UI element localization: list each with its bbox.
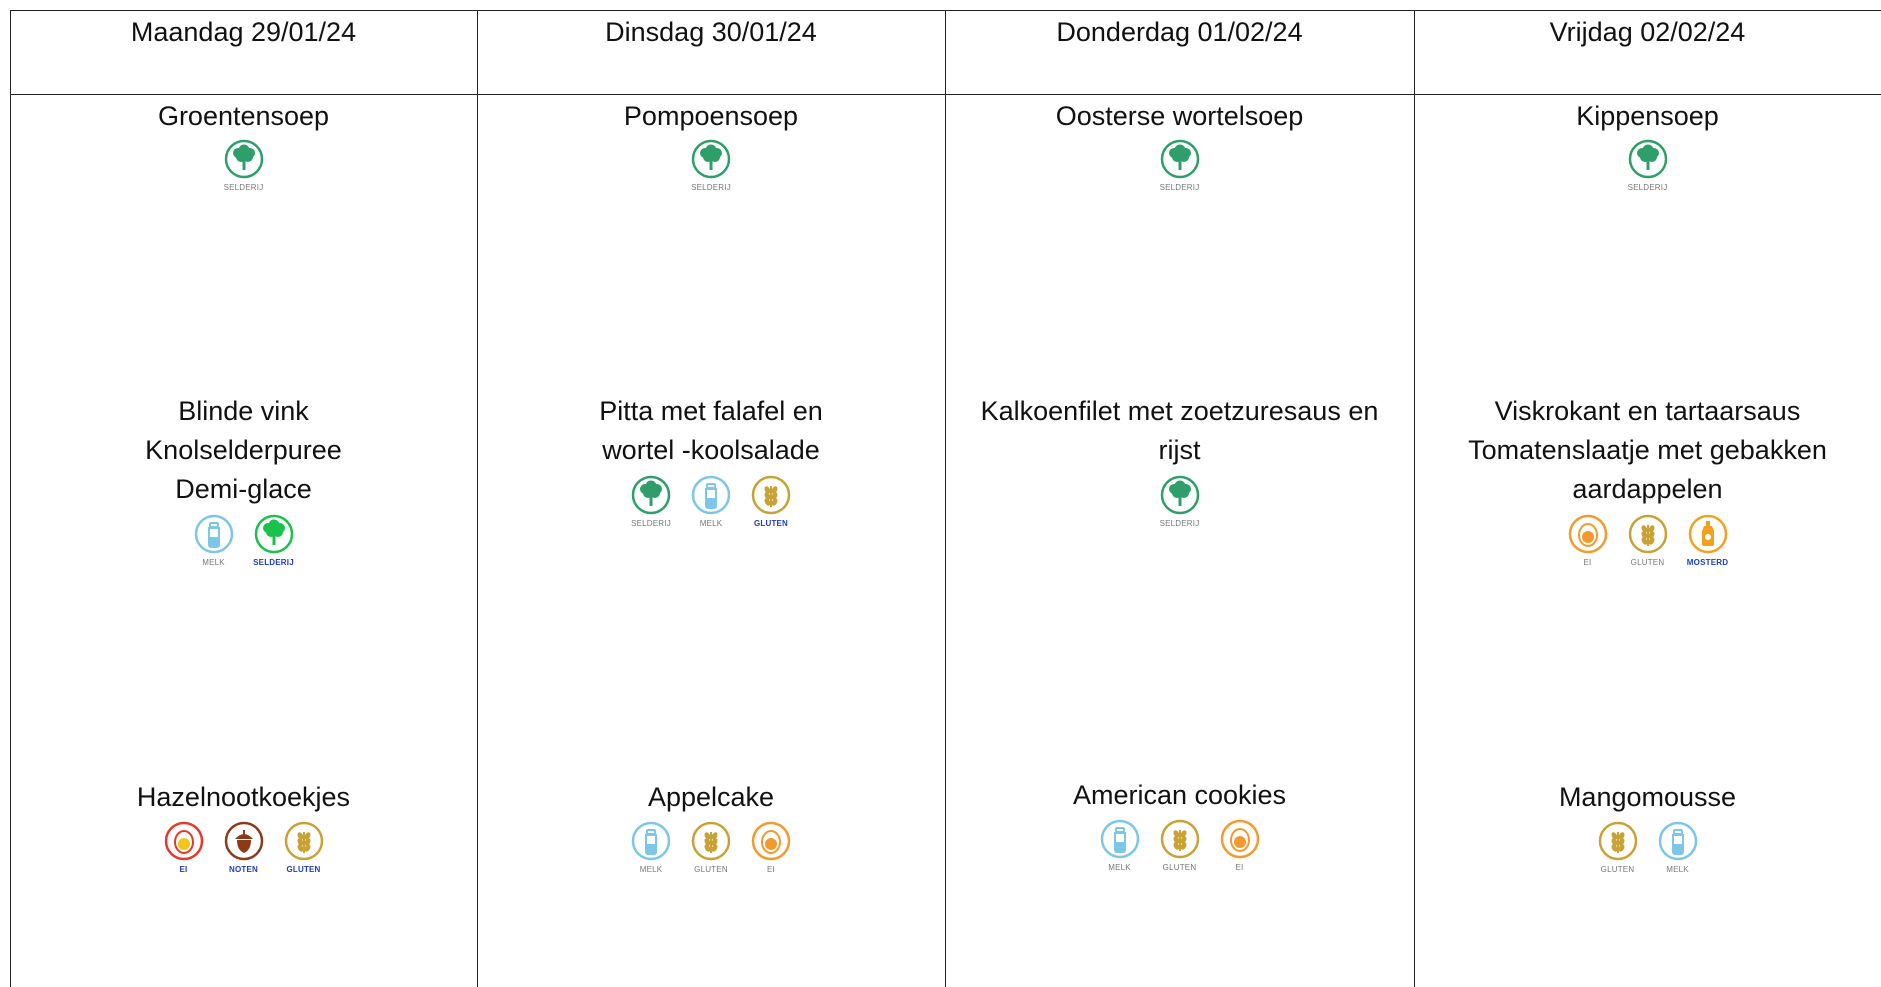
soup-name: Oosterse wortelsoep (1055, 101, 1304, 131)
selderij-icon (253, 513, 295, 555)
dessert-allergens (1414, 820, 1881, 875)
dessert-name: Appelcake (647, 782, 775, 812)
allergen-badge (690, 138, 732, 193)
allergen-label: SELDERIJ (1627, 183, 1668, 192)
main-allergens (1414, 513, 1881, 568)
allergen-label: GLUTEN (753, 519, 789, 528)
allergen-label: MELK (202, 558, 225, 567)
allergen-label: GLUTEN (1600, 865, 1635, 874)
allergen-label: SELDERIJ (1159, 183, 1200, 192)
allergen-label: NOTEN (229, 865, 258, 874)
weekly-menu-table (10, 10, 1881, 987)
allergen-badge (253, 513, 295, 568)
allergen-label: MELK (639, 865, 663, 874)
allergen-label: EI (767, 865, 775, 874)
allergen-label: GLUTEN (1162, 863, 1197, 872)
gluten-icon (1159, 818, 1201, 860)
gluten-icon (1627, 513, 1669, 555)
allergen-badge (630, 820, 672, 875)
soup-name: Kippensoep (1576, 101, 1719, 131)
main-dish: Viskrokant en tartaarsaus Tomatenslaatje met gebakken aardappelen (1468, 396, 1827, 504)
dessert-allergens (477, 820, 945, 875)
selderij-icon (1159, 474, 1201, 516)
allergen-label: SELDERIJ (691, 183, 731, 192)
allergen-label: SELDERIJ (1159, 519, 1200, 528)
ei-icon (750, 820, 792, 862)
ei-icon (163, 820, 205, 862)
allergen-badge (750, 820, 792, 875)
allergen-label: MOSTERD (1686, 558, 1729, 567)
gluten-icon (1597, 820, 1639, 862)
allergen-label: GLUTEN (1630, 558, 1665, 567)
header-divider (10, 94, 1881, 95)
allergen-badge (283, 820, 325, 875)
main-allergens (10, 513, 477, 568)
gluten-icon (750, 474, 792, 516)
gluten-icon (283, 820, 325, 862)
soup-allergens (1414, 138, 1881, 193)
allergen-badge (630, 474, 672, 529)
allergen-label: MELK (1666, 865, 1689, 874)
allergen-badge (1159, 818, 1201, 873)
allergen-badge (1627, 513, 1669, 568)
table-border-top (10, 10, 1881, 11)
melk-icon (1657, 820, 1699, 862)
ei-icon (1219, 818, 1261, 860)
main-dish: Blinde vink Knolselderpuree Demi-glace (145, 396, 342, 504)
soup-name: Pompoensoep (623, 101, 799, 131)
soup-name: Groentensoep (157, 101, 330, 131)
allergen-label: GLUTEN (694, 865, 728, 874)
main-dish: Kalkoenfilet met zoetzuresaus en rijst (980, 396, 1379, 465)
mosterd-icon (1687, 513, 1729, 555)
allergen-badge (1219, 818, 1261, 873)
allergen-badge (1597, 820, 1639, 875)
allergen-badge (163, 820, 205, 875)
dessert-name: Hazelnootkoekjes (136, 782, 351, 812)
ei-icon (1567, 513, 1609, 555)
allergen-badge (1657, 820, 1699, 875)
allergen-badge (1687, 513, 1729, 568)
day-header: Donderdag 01/02/24 (1056, 17, 1303, 47)
allergen-badge (1627, 138, 1669, 193)
allergen-badge (750, 474, 792, 529)
allergen-label: SELDERIJ (631, 519, 671, 528)
dessert-allergens (10, 820, 477, 875)
allergen-label: SELDERIJ (253, 558, 294, 567)
noten-icon (223, 820, 265, 862)
allergen-badge (1159, 138, 1201, 193)
melk-icon (690, 474, 732, 516)
selderij-icon (630, 474, 672, 516)
main-dish: Pitta met falafel en wortel -koolsalade (599, 396, 823, 465)
allergen-label: EI (179, 865, 188, 874)
melk-icon (1099, 818, 1141, 860)
allergen-label: MELK (699, 519, 723, 528)
allergen-label: SELDERIJ (223, 183, 264, 192)
allergen-badge (1567, 513, 1609, 568)
allergen-label: EI (1583, 558, 1592, 567)
melk-icon (630, 820, 672, 862)
dessert-allergens (945, 818, 1414, 873)
melk-icon (193, 513, 235, 555)
day-header: Maandag 29/01/24 (130, 17, 357, 47)
allergen-badge (1159, 474, 1201, 529)
main-allergens (477, 474, 945, 529)
soup-allergens (477, 138, 945, 193)
allergen-label: EI (1235, 863, 1244, 872)
allergen-badge (690, 820, 732, 875)
selderij-icon (223, 138, 265, 180)
main-allergens (945, 474, 1414, 529)
gluten-icon (690, 820, 732, 862)
dessert-name: Mangomousse (1558, 782, 1737, 812)
allergen-label: MELK (1108, 863, 1131, 872)
allergen-badge (223, 820, 265, 875)
selderij-icon (1159, 138, 1201, 180)
day-header: Vrijdag 02/02/24 (1549, 17, 1746, 47)
allergen-label: GLUTEN (286, 865, 321, 874)
allergen-badge (223, 138, 265, 193)
soup-allergens (10, 138, 477, 193)
allergen-badge (1099, 818, 1141, 873)
allergen-badge (690, 474, 732, 529)
soup-allergens (945, 138, 1414, 193)
allergen-badge (193, 513, 235, 568)
day-header: Dinsdag 30/01/24 (605, 17, 817, 47)
selderij-icon (1627, 138, 1669, 180)
selderij-icon (690, 138, 732, 180)
dessert-name: American cookies (1072, 780, 1287, 810)
